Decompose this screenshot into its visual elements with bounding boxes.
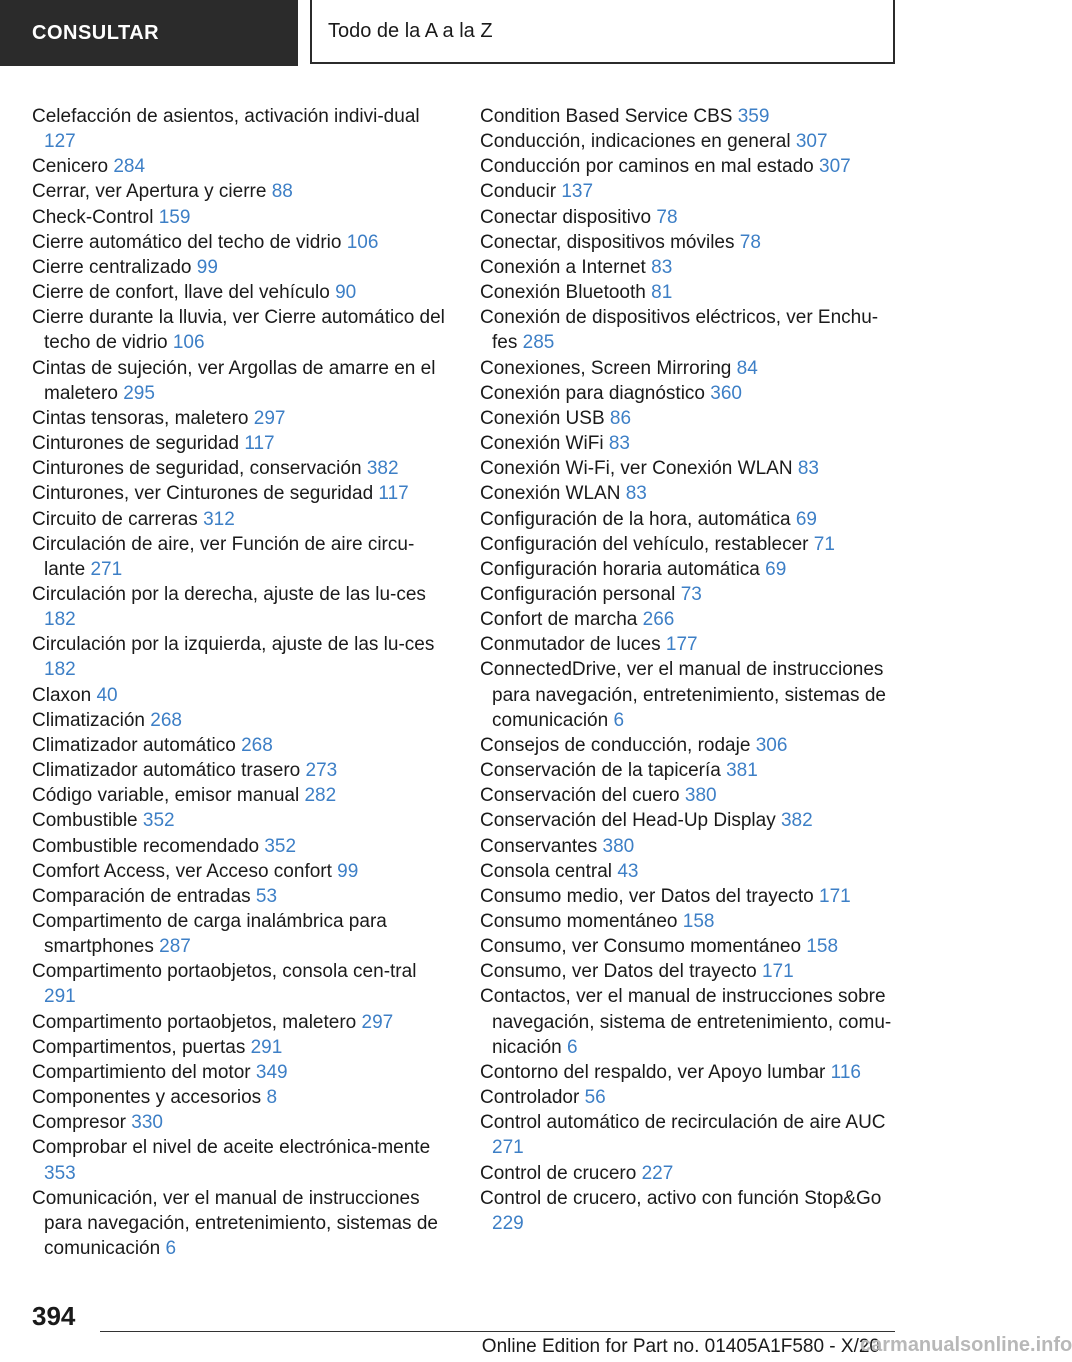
index-entry	[480, 230, 900, 255]
index-entry	[480, 959, 900, 984]
entry-text: Circulación por la izquierda, ajuste de las lu-ces	[32, 634, 435, 656]
index-entry	[32, 456, 450, 481]
entry-text: Condition Based Service CBS	[480, 106, 733, 127]
page-link[interactable]: 117	[244, 433, 275, 455]
index-entry	[480, 1085, 900, 1110]
entry-text: Configuración del vehículo, restablecer	[480, 533, 809, 555]
index-entry	[32, 859, 450, 884]
entry-text: Configuración de la hora, automática	[480, 508, 791, 530]
entry-text: Cintas tensoras, maletero	[32, 407, 249, 429]
entry-text: Conectar dispositivo	[480, 206, 652, 228]
page-link[interactable]: 307	[819, 156, 851, 178]
entry-text: Circulación de aire, ver Función de aire circu-lante	[32, 533, 415, 580]
entry-text: Climatización	[32, 709, 145, 731]
index-entry	[32, 154, 450, 179]
entry-text: Comfort Access, ver Acceso confort	[32, 860, 332, 882]
page-link[interactable]: 43	[617, 860, 639, 882]
page-link[interactable]: 78	[739, 231, 761, 253]
entry-text: Conectar, dispositivos móviles	[480, 231, 735, 253]
page-link[interactable]: 295	[123, 382, 155, 404]
entry-text: Contactos, ver el manual de instrucciones sobre navegación, sistema de entretenimiento, comu-nicación	[480, 986, 892, 1058]
entry-text: Cenicero	[32, 156, 109, 178]
page-link[interactable]: 127	[44, 131, 76, 153]
page-link[interactable]: 116	[830, 1061, 861, 1083]
page-link[interactable]: 266	[642, 609, 675, 631]
entry-text: Conexión Bluetooth	[480, 282, 646, 304]
index-entry	[32, 406, 450, 431]
entry-text: Comunicación, ver el manual de instrucciones para navegación, entretenimiento, sistemas de comunicación	[32, 1187, 438, 1260]
page-link[interactable]: 227	[641, 1162, 674, 1184]
entry-text: Consola central	[480, 860, 613, 882]
page-link[interactable]: 381	[726, 760, 758, 782]
entry-text: Configuración personal	[480, 583, 676, 605]
page-link[interactable]: 171	[819, 885, 851, 907]
index-entry	[480, 356, 900, 381]
index-entry	[32, 708, 450, 733]
page-link[interactable]: 352	[142, 810, 175, 832]
page-link[interactable]: 8	[266, 1087, 278, 1109]
index-entry	[32, 507, 450, 532]
page-link[interactable]: 84	[736, 357, 758, 379]
index-entry	[480, 1110, 900, 1160]
index-entry	[480, 406, 900, 431]
page-link[interactable]: 307	[795, 131, 828, 153]
index-entry	[480, 255, 900, 280]
entry-text: Compresor	[32, 1112, 126, 1134]
entry-text: Conmutador de luces	[480, 634, 661, 656]
index-entry	[32, 959, 450, 1009]
entry-text: Controlador	[480, 1087, 580, 1109]
index-entry	[32, 280, 450, 305]
index-entry	[32, 104, 450, 154]
entry-text: Consumo, ver Datos del trayecto	[480, 961, 757, 983]
entry-text: Circulación por la derecha, ajuste de las lu-ces	[32, 583, 426, 605]
index-entry	[480, 783, 900, 808]
page-link[interactable]: 182	[44, 659, 76, 681]
index-entry	[480, 884, 900, 909]
entry-text: Compartimentos, puertas	[32, 1036, 246, 1058]
entry-text: Conexión WLAN	[480, 483, 621, 505]
entry-text: Climatizador automático	[32, 734, 236, 756]
entry-text: Conservación de la tapicería	[480, 760, 721, 782]
section-label: CONSULTAR	[32, 21, 160, 44]
page-link[interactable]: 6	[567, 1036, 578, 1058]
page-link[interactable]: 117	[378, 483, 409, 505]
index-entry	[32, 179, 450, 204]
page-link[interactable]: 69	[795, 508, 817, 530]
index-entry	[480, 557, 900, 582]
entry-text: Control automático de recirculación de aire AUC	[480, 1112, 886, 1134]
index-entry	[480, 1186, 900, 1236]
index-entry	[32, 431, 450, 456]
page-link[interactable]: 330	[131, 1112, 163, 1134]
page-number: 394	[32, 1301, 76, 1331]
entry-text: Conducción por caminos en mal estado	[480, 156, 814, 178]
index-entry	[32, 1085, 450, 1110]
index-entry	[480, 507, 900, 532]
page-link[interactable]: 53	[255, 885, 278, 907]
index-entry	[32, 356, 450, 406]
entry-text: Combustible recomendado	[32, 835, 260, 857]
entry-text: Conexión USB	[480, 407, 605, 429]
page-link[interactable]: 291	[250, 1036, 283, 1058]
chapter-title: Todo de la A a la Z	[328, 19, 493, 42]
page-link[interactable]: 273	[305, 760, 338, 782]
index-entry	[480, 179, 900, 204]
entry-text: Confort de marcha	[480, 609, 638, 631]
index-entry	[480, 808, 900, 833]
index-entry	[480, 431, 900, 456]
index-entry	[480, 909, 900, 934]
page-header	[0, 0, 960, 66]
index-entry	[32, 909, 450, 959]
entry-text: Cinturones, ver Cinturones de seguridad	[32, 483, 374, 505]
entry-text: Compartimiento del motor	[32, 1061, 251, 1083]
page-link[interactable]: 297	[253, 407, 286, 429]
entry-text: Celefacción de asientos, activación indivi-dual	[32, 106, 420, 127]
entry-text: Comparación de entradas	[32, 885, 251, 907]
entry-text: Conservantes	[480, 835, 598, 857]
entry-text: Consumo medio, ver Datos del trayecto	[480, 885, 814, 907]
index-entry	[32, 582, 450, 632]
index-entry	[480, 859, 900, 884]
footer-divider	[100, 1331, 895, 1332]
page-link[interactable]: 99	[337, 860, 359, 882]
page-link[interactable]: 382	[366, 458, 399, 480]
entry-text: Conexión Wi-Fi, ver Conexión WLAN	[480, 458, 793, 480]
index-entry	[32, 1110, 450, 1135]
index-entry	[480, 280, 900, 305]
index-entry	[480, 657, 900, 732]
index-entry	[32, 733, 450, 758]
entry-text: ConnectedDrive, ver el manual de instrucciones para navegación, entretenimiento, sistemas de comunicación	[480, 659, 886, 731]
index-entry	[480, 456, 900, 481]
index-entry	[480, 834, 900, 859]
entry-text: Control de crucero, activo con función Stop&Go	[480, 1187, 882, 1209]
page-link[interactable]: 285	[522, 332, 555, 354]
index-entry	[480, 758, 900, 783]
page-link[interactable]: 71	[813, 533, 835, 555]
entry-text: Cinturones de seguridad	[32, 433, 240, 455]
entry-text: Cierre centralizado	[32, 256, 192, 278]
page-link[interactable]: 306	[755, 734, 788, 756]
entry-text: Cinturones de seguridad, conservación	[32, 458, 362, 480]
index-entry	[32, 205, 450, 230]
index-entry	[480, 532, 900, 557]
page-link[interactable]: 158	[806, 936, 839, 958]
entry-text: Cerrar, ver Apertura y cierre	[32, 181, 267, 203]
index-entry	[480, 305, 900, 355]
index-entry	[480, 632, 900, 657]
page-link[interactable]: 83	[608, 433, 630, 455]
entry-text: Código variable, emisor manual	[32, 785, 300, 807]
index-entry	[480, 733, 900, 758]
entry-text: Conexión a Internet	[480, 256, 646, 278]
page-link[interactable]: 106	[172, 332, 205, 354]
entry-text: Consumo, ver Consumo momentáneo	[480, 936, 802, 958]
page-link[interactable]: 182	[44, 609, 76, 631]
entry-text: Conservación del cuero	[480, 785, 680, 807]
page-link[interactable]: 353	[44, 1162, 76, 1184]
index-entry	[480, 154, 900, 179]
page-link[interactable]: 159	[158, 206, 191, 228]
page-link[interactable]: 268	[150, 709, 182, 731]
entry-text: Control de crucero	[480, 1162, 637, 1184]
index-entry	[480, 481, 900, 506]
index-entry	[32, 783, 450, 808]
chapter-tab	[310, 0, 895, 64]
index-entry	[32, 1035, 450, 1060]
index-entry	[32, 808, 450, 833]
entry-text: Cintas de sujeción, ver Argollas de amarre en el maletero	[32, 357, 436, 404]
page-link[interactable]: 360	[710, 382, 742, 404]
page-link[interactable]: 88	[271, 181, 293, 203]
entry-text: Conexión WiFi	[480, 433, 604, 455]
page-link[interactable]: 297	[361, 1011, 394, 1033]
entry-text: Conexión para diagnóstico	[480, 382, 705, 404]
page-link[interactable]: 86	[609, 407, 632, 429]
entry-text: Circuito de carreras	[32, 508, 198, 530]
page-link[interactable]: 56	[584, 1087, 606, 1109]
index-entry	[32, 305, 450, 355]
page-link[interactable]: 73	[680, 583, 702, 605]
page-link[interactable]: 69	[765, 558, 787, 580]
page-link[interactable]: 380	[684, 785, 717, 807]
index-entry	[32, 632, 450, 682]
index-entry	[32, 758, 450, 783]
index-entry	[32, 1010, 450, 1035]
entry-text: Comprobar el nivel de aceite electrónica-mente	[32, 1137, 431, 1159]
entry-text: Conexión de dispositivos eléctricos, ver Enchu-fes	[480, 307, 879, 354]
page-link[interactable]: 359	[737, 106, 770, 127]
index-entry	[32, 834, 450, 859]
index-entry	[32, 481, 450, 506]
page-link[interactable]: 6	[613, 709, 625, 731]
index-entry	[32, 532, 450, 582]
index-entry	[32, 1135, 450, 1185]
entry-text: Compartimento de carga inalámbrica para smartphones	[32, 911, 387, 958]
index-entry	[480, 104, 900, 129]
entry-text: Cierre de confort, llave del vehículo	[32, 282, 330, 304]
page-link[interactable]: 271	[90, 558, 123, 580]
entry-text: Climatizador automático trasero	[32, 760, 301, 782]
entry-text: Configuración horaria automática	[480, 558, 760, 580]
page-link[interactable]: 83	[797, 458, 819, 480]
section-tab	[0, 0, 298, 66]
index-entry	[32, 230, 450, 255]
entry-text: Componentes y accesorios	[32, 1087, 262, 1109]
index-entry	[32, 1060, 450, 1085]
page-link[interactable]: 106	[346, 231, 379, 253]
page-link[interactable]: 312	[203, 508, 235, 530]
entry-text: Check-Control	[32, 206, 154, 228]
page-link[interactable]: 158	[682, 911, 715, 932]
page-link[interactable]: 291	[44, 986, 76, 1008]
index-entry	[480, 582, 900, 607]
entry-text: Compartimento portaobjetos, consola cen-tral	[32, 961, 417, 983]
index-entry	[480, 381, 900, 406]
index-entry	[480, 205, 900, 230]
page-link[interactable]: 268	[241, 734, 273, 756]
edition-note: Online Edition for Part no. 01405A1F580 - X/20	[481, 1336, 880, 1357]
entry-text: Conexiones, Screen Mirroring	[480, 357, 732, 379]
page-link[interactable]: 90	[335, 282, 357, 304]
entry-text: Cierre automático del techo de vidrio	[32, 231, 342, 253]
index-entry	[480, 129, 900, 154]
page-link[interactable]: 229	[492, 1212, 524, 1234]
page-link[interactable]: 380	[602, 835, 635, 857]
page-link[interactable]: 349	[255, 1061, 288, 1083]
page-link[interactable]: 83	[651, 256, 673, 278]
page-link[interactable]: 287	[159, 936, 191, 958]
page-link[interactable]: 171	[761, 961, 794, 983]
entry-text: Conducir	[480, 181, 557, 203]
watermark: carmanualsonline.info	[860, 1334, 1072, 1356]
page-link[interactable]: 83	[625, 483, 647, 505]
index-entry	[480, 984, 900, 1059]
index-column-left	[32, 104, 450, 1261]
index-entry	[480, 934, 900, 959]
entry-text: Contorno del respaldo, ver Apoyo lumbar	[480, 1061, 826, 1083]
index-entry	[32, 683, 450, 708]
page-link[interactable]: 282	[304, 785, 337, 807]
index-column-right	[480, 104, 900, 1236]
page-link[interactable]: 284	[113, 156, 146, 178]
page-link[interactable]: 177	[665, 634, 698, 656]
page-link[interactable]: 81	[651, 282, 673, 304]
entry-text: Consejos de conducción, rodaje	[480, 734, 751, 756]
page-link[interactable]: 99	[196, 256, 218, 278]
entry-text: Conducción, indicaciones en general	[480, 131, 791, 153]
index-entry	[480, 1060, 900, 1085]
index-entry	[32, 1186, 450, 1261]
page-link[interactable]: 6	[165, 1238, 177, 1260]
page-link[interactable]: 271	[492, 1137, 524, 1159]
index-entry	[480, 607, 900, 632]
index-entry	[480, 1161, 900, 1186]
page-link[interactable]: 382	[780, 810, 813, 832]
entry-text: Cierre durante la lluvia, ver Cierre automático del techo de vidrio	[32, 307, 445, 354]
page-link[interactable]: 137	[561, 181, 594, 203]
entry-text: Conservación del Head-Up Display	[480, 810, 776, 832]
entry-text: Compartimento portaobjetos, maletero	[32, 1011, 357, 1033]
page-link[interactable]: 40	[96, 684, 118, 706]
entry-text: Consumo momentáneo	[480, 911, 678, 932]
entry-text: Claxon	[32, 684, 92, 706]
entry-text: Combustible	[32, 810, 138, 832]
index-entry	[32, 884, 450, 909]
index-entry	[32, 255, 450, 280]
page-link[interactable]: 78	[656, 206, 678, 228]
page-link[interactable]: 352	[264, 835, 297, 857]
